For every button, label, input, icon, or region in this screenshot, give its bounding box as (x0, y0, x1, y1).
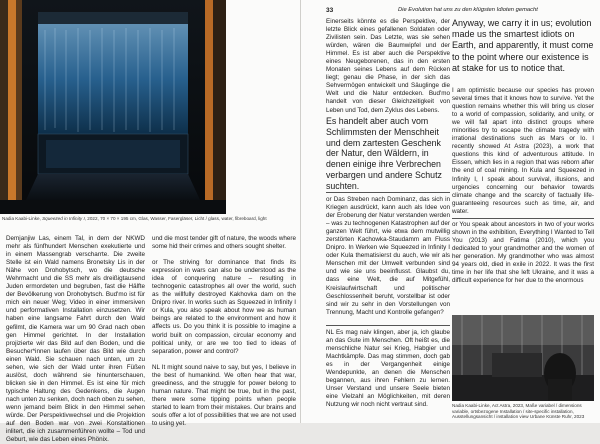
pull-quote-de: Es handelt aber auch vom Schlimmsten der Menschheit und dem zartesten Geschenk der Natur, den Wäldern, in denen einige ihre Verbrechen verbargen und andere Schutz suchten. (326, 116, 442, 191)
caption-title: Squeezed in Infinity I (42, 216, 85, 221)
right-en-mid-text: or You speak about ancestors in two of your works shown in the exhibition, Everything I Wanted to Tell You (2013) and Fatima (2010), which you dedicated to your grandmother and the women of her generation. My grandmother who was almost 94 years old, died in exile in 2022. It was the first time in her life that she left Ukraine, and it was a difficult experience for her due to the enormous (452, 221, 594, 285)
installation-photo-graphic (0, 0, 226, 214)
page-number: 33 (326, 7, 334, 14)
divider-rule-de-2 (326, 325, 450, 326)
right-de-bottom-text: NL Es mag naiv klingen, aber ja, ich glaube an das Gute im Menschen. Oft heißt es, die menschliche Natur sei Krieg, Habgier und Machtkämpfe. Das mag stimmen, doch gab es in der Vergangenheit einige Wendepunkte, an denen die Menschen begannen, aus ihren Fehlern zu lernen. Unser Verstand und unsere Seele bieten eine Vielzahl an Möglichkeiten, mit deren Nutzung wir noch nicht vertraut sind. (326, 329, 450, 409)
right-column-en-top (452, 87, 594, 216)
running-title: Die Evolution hat uns zu den klügsten Idioten gemacht (398, 7, 538, 13)
caption-details: , 2022, 70 × 70 × 195 cm, Glas, Wasser, Fasergläser, Licht / glass, water, fibreboard, light (84, 216, 267, 221)
left-col2-text-bottom: NL It might sound naive to say, but yes, I believe in the best of humankind. We often hear that war, greediness, and the struggle for power belong to human nature. That might be true, but in the past, there were some tipping points when people started to learn from their mistakes. Our brains and souls offer a lot of possibilities that we are not used to using yet. (152, 363, 296, 427)
right-de-mid-text: or Das Streben nach Dominanz, das sich in Kriegen ausdrückt, kann auch als Idee von der Eroberung der Natur verstanden werden – was zu technogenen Katastrophen auf der ganzen Welt führt, wie etwa dem mutwillig zerstörten Kachowka-Staudamm am Fluss Dnipro. In Werken wie Squeezed in Infinity I oder Kula thematisierst du auch, wie wir als Menschen mit der Umwelt verbunden sind und wie sie uns beeinflusst. Glaubst du, dass eine Welt, die auf Mitgefühl, Kreislaufwirtschaft und politischer Geschlossenheit beruht, vorstellbar ist oder sind wir zu sehr in den Vorstellungen von Trennung, Macht und Kontrolle gefangen? (326, 196, 450, 316)
right-column-de-bottom (326, 329, 450, 409)
photo-caption-left (2, 216, 282, 222)
right-column-en-mid (452, 221, 594, 285)
act-astra-photo-graphic (452, 315, 594, 401)
photo-caption-right: Nadia Kaabi-Linke, Act Astra, 2023, Maße variabel / dimensions variable, ortsbezogene Installation / site-specific installation, Ausstellungsansicht / installation view Urbane Künste Ruhr, 2023 (452, 403, 585, 420)
right-en-top-text: I am optimistic because our species has proven several times that it knows how to survive. Yet the question remains whether this will bring us closer to a world of compassion, solidarity, and unity, or we will fall apart into distinct groups where minorities try to escape the climate tragedy with irrational destinations such as Mars or Io. I recently showed At Astra (2023), a work that questions this kind of adventurous attitude. In Eissen, which lies in a region that was reborn after the end of coal mining. In Kula and Squeezed in Infinity I, I speak about survival, illusions, and urgencies concerning our behavior towards climate change and the scarcity of factually life-guaranteeing resources such as time, air, and water. (452, 87, 594, 215)
left-col1-text: Demjanjiw Las, einem Tal, in dem der NKWD mehr als fünfhundert Menschen exekutierte und in einem Massengrab verscharrte. Die zweite Stelle ist ein Wald namens Bronetsky Lis in der Nähe von Drohobytsch, wo die deutsche Wehrmacht und die SS mehr als dreißigtausend Juden ermordeten und begruben, fast die Hälfte der Bevölkerung von Drohobytsch. Bud'mo ist für mich ein neuer Weg; Video in einer immersiven und performativen Installation einzusetzen. Wir haben eine langsame Fahrt durch den Wald gefilmt, die Kamera war um 90 Grad nach oben gen Himmel gerichtet. In der Installation projizierte wir das Bild auf den Boden, und die Besucher*innen laufen über das Bild wie durch einen Wald. Sie schauen nach unten, um zu sehen, wie sich der Wald unter ihren Füßen auslöst, doch während sie hinunterschauen, blicken sie in den Himmel. Es ist eine für mich typische Haltung des Gedenkens, die Augen nach unten zu senken, doch nach oben zu sehen, wenn jemand beim Blick in den Himmel sehen würde. Der Perspektivwechsel und die Projektion auf den Boden war von zwei Konstaltionen inlitert, die ich zusammenführen wollte – Tod und Geburt, wie das Leben eines Phönix. (6, 235, 145, 444)
caption-author: Nadia Kaabi-Linke, (2, 216, 43, 221)
installation-photo-squeezed-in-infinity (0, 0, 226, 214)
pull-quote-en: Anyway, we carry it in us; evolution made us the smartest idiots on Earth, and apparently, it must come to the point where our existence is at stake for us to notice that. (452, 18, 594, 73)
installation-photo-act-astra (452, 315, 594, 401)
right-column-de-mid (326, 196, 450, 317)
divider-rule-en (452, 218, 594, 219)
left-column-2 (152, 235, 296, 428)
divider-rule-de (326, 192, 450, 193)
right-column-de-top (326, 18, 450, 115)
left-col2-text-de: und die most tender gift of nature, the woods where some hid their crimes and others sought shelter. (152, 235, 296, 251)
left-column-1 (6, 235, 145, 444)
right-de-top-text: Einerseits könnte es die Perspektive, der letzte Blick eines gefallenen Soldaten oder Zivilisten sein. Das Letzte, was sie sehen würden, wären die Baumwipfel und der Himmel. Es ist aber auch die Perspektive eines Neugeborenen, das in den ersten Monaten seines Lebens auf dem Rücken liegt; genau die Phase, in der sich das Sehvermögen entwickelt und Säuglinge die Welt und die Natur entdecken. Bud'mo handelt von dieser Gleichzeitigkeit von Leben und Tod, dem Zyklus des Lebens. (326, 18, 450, 114)
left-col2-text-en: or The striving for dominance that finds its expression in wars can also be understood as the idea of conquering nature – resulting in technogenic catastrophes all over the world, such as the willfully destroyed Kakhovka dam on the Dnipro river. In works such as Squeezed in Infinity I or Kula, you also speak about how we as human beings are related to the environment and how it affects us. Do you think it is possible to imagine a world built on compassion, circular economy and political unity, or are we too tied to ideas of separation, power and control? (152, 259, 296, 355)
